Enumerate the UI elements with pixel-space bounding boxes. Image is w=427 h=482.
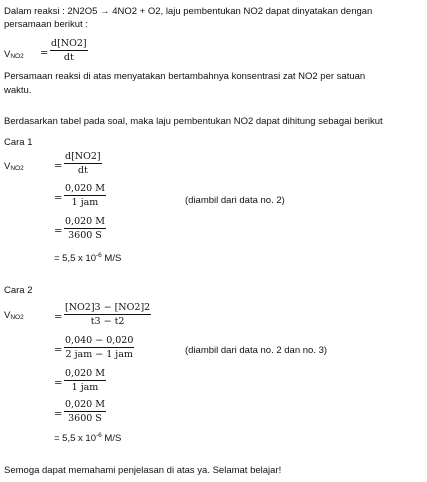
fraction-numerator: 0,040 − 0,020: [65, 335, 134, 346]
fraction-denominator: 2 jam − 1 jam: [65, 349, 133, 360]
fraction-denominator: 3600 S: [68, 230, 102, 241]
cara-2-result: = 5,5 x $10^{-6}$ M/S: [54, 432, 122, 444]
fraction-denominator: t3 − t2: [90, 316, 125, 327]
fraction-bar: [64, 195, 106, 196]
cara-2-fraction-2: [64, 335, 134, 360]
fraction-bar: [64, 411, 106, 412]
fraction-numerator: 0,020 M: [65, 216, 105, 227]
fraction-numerator: d[NO2]: [65, 151, 101, 162]
fraction-numerator: 0,020 M: [65, 368, 105, 379]
fraction-bar: [64, 228, 106, 229]
cara-1-rate-label: $V_{NO2}$: [4, 161, 24, 172]
rate-label: $V_{NO2}$: [4, 49, 24, 60]
cara-1-equals-1: =: [54, 161, 63, 172]
fraction-numerator: d[NO2]: [51, 38, 87, 49]
definition-fraction: [50, 38, 88, 63]
cara-2-rate-label: $V_{NO2}$: [4, 310, 24, 321]
fraction-numerator: 0,020 M: [65, 183, 105, 194]
cara-1-fraction-3: [64, 216, 106, 241]
paragraph-2-line-2: waktu.: [4, 85, 32, 96]
intro-line-1: Dalam reaksi : 2N2O5 → 4NO2 + O2, laju pembentukan NO2 dapat dinyatakan dengan: [4, 6, 373, 17]
cara-2-title: Cara 2: [4, 285, 33, 296]
fraction-bar: [64, 380, 106, 381]
fraction-denominator: dt: [63, 52, 74, 63]
fraction-denominator: 1 jam: [71, 382, 99, 393]
cara-1-equals-3: =: [54, 226, 63, 237]
fraction-bar: [64, 314, 151, 315]
cara-2-equals-3: =: [54, 378, 63, 389]
cara-2-equals-1: =: [54, 312, 63, 323]
paragraph-3: Berdasarkan tabel pada soal, maka laju pembentukan NO2 dapat dihitung sebagai berikut: [4, 116, 383, 127]
closing-text: Semoga dapat memahami penjelasan di atas ya. Selamat belajar!: [4, 465, 282, 476]
cara-2-fraction-4: [64, 399, 106, 424]
equals-sign: =: [40, 48, 49, 59]
cara-2-fraction-3: [64, 368, 106, 393]
cara-2-equals-2: =: [54, 345, 63, 356]
cara-1-fraction-1: [64, 151, 102, 176]
cara-1-fraction-2: [64, 183, 106, 208]
fraction-bar: [64, 163, 102, 164]
cara-2-equals-4: =: [54, 409, 63, 420]
intro-line-2: persamaan berikut :: [4, 19, 88, 30]
fraction-bar: [64, 347, 134, 348]
cara-1-title: Cara 1: [4, 137, 33, 148]
fraction-numerator: [NO2]3 − [NO2]2: [65, 302, 151, 313]
cara-1-result: = 5,5 x $10^{-6}$ M/S: [54, 252, 122, 264]
fraction-denominator: 1 jam: [71, 197, 99, 208]
fraction-bar: [50, 50, 88, 51]
fraction-numerator: 0,020 M: [65, 399, 105, 410]
fraction-denominator: 3600 S: [68, 413, 102, 424]
cara-2-fraction-1: [64, 302, 151, 327]
cara-2-note: (diambil dari data no. 2 dan no. 3): [185, 345, 328, 356]
cara-1-equals-2: =: [54, 193, 63, 204]
paragraph-2-line-1: Persamaan reaksi di atas menyatakan bertambahnya konsentrasi zat NO2 per satuan: [4, 71, 366, 82]
cara-1-note: (diambil dari data no. 2): [185, 195, 285, 206]
fraction-denominator: dt: [77, 165, 88, 176]
